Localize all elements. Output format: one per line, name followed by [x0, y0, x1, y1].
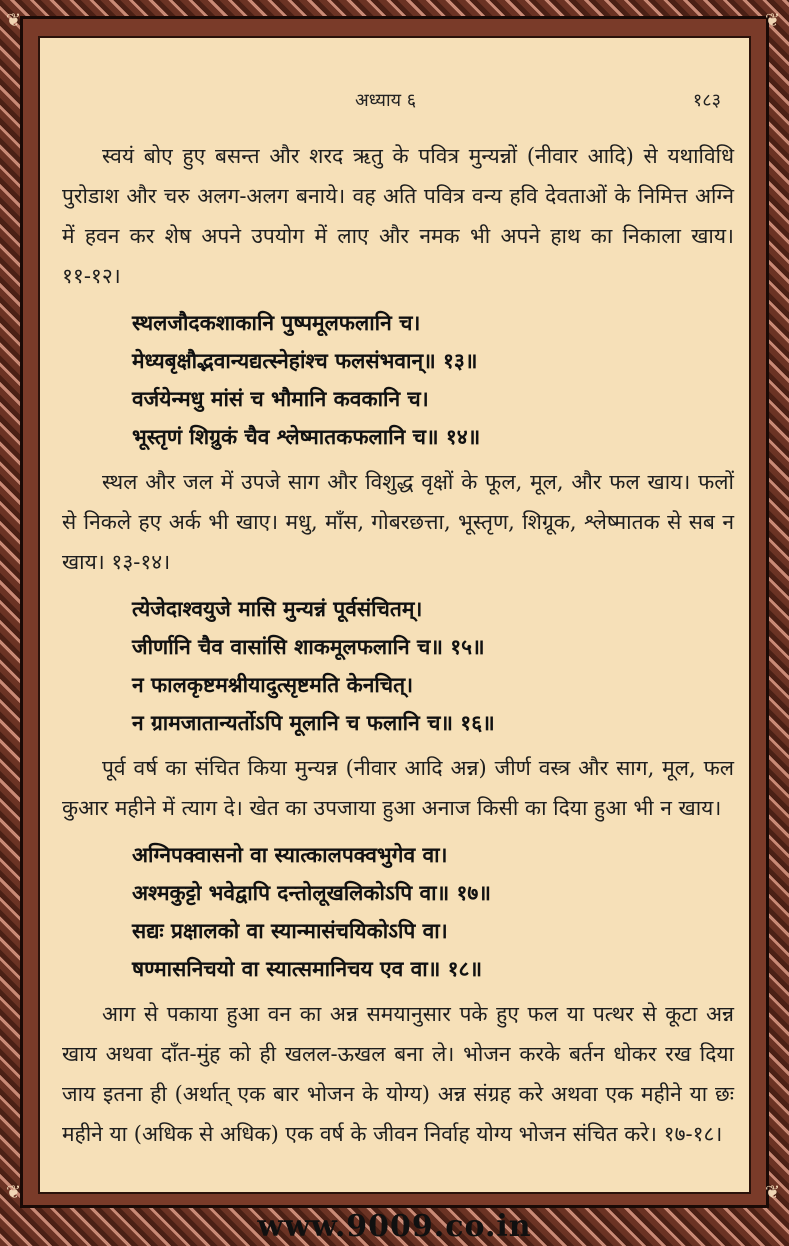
paragraph: पूर्व वर्ष का संचित किया मुन्यन्न (नीवार आदि अन्न) जीर्ण वस्त्र और साग, मूल, फल कुआर महीने में त्याग दे। खेत का उपजाया हुआ अनाज किसी का दिया हुआ भी न खाय। — [62, 756, 734, 820]
footer-watermark — [0, 1208, 789, 1246]
paragraph: स्वयं बोए हुए बसन्त और शरद ऋतु के पवित्र मुन्यन्नों (नीवार आदि) से यथाविधि पुरोडाश और चरु अलग-अलग बनाये। वह अति पवित्र वन्य हवि देवताओं के निमित्त अग्नि में हवन कर शेष अपने उपयोग में लाए और नमक भी अपने हाथ का निकाला खाय। ११-१२। — [62, 144, 734, 288]
corner-ornament-icon: ❦ — [765, 10, 781, 31]
corner-ornament-icon: ❦ — [6, 10, 22, 31]
paragraph: आग से पकाया हुआ वन का अन्न समयानुसार पके हुए फल या पत्थर से कूटा अन्न खाय अथवा दाँत-मुंह को ही खलल-ऊखल बना ले। भोजन करके बर्तन धोकर रख दिया जाय इतना ही (अर्थात् एक बार भोजन के योग्य) अन्न संग्रह करे अथवा एक महीने या छः महीने या (अधिक से अधिक) एक वर्ष के जीवन निर्वाह योग्य भोजन संचित करे। १७-१८। — [62, 1002, 734, 1146]
website-url: www.9009.co.in — [257, 1209, 532, 1244]
verse-line: न ग्रामजातान्यर्तोऽपि मूलानि च फलानि च॥ १६॥ — [132, 710, 495, 735]
corner-ornament-icon: ❦ — [6, 1182, 22, 1203]
verse-line: त्येजेदाश्वयुजे मासि मुन्यन्नं पूर्वसंचितम्। — [132, 596, 423, 621]
page-number: १८३ — [692, 90, 721, 111]
chapter-title: अध्याय ६ — [355, 90, 417, 111]
book-page — [38, 36, 751, 1194]
verse-line: अश्मकुट्टो भवेद्वापि दन्तोलूखलिकोऽपि वा॥ १७॥ — [132, 880, 491, 905]
sanskrit-verse — [132, 590, 734, 742]
verse-line: अग्निपक्वासनो वा स्यात्कालपक्वभुगेव वा। — [132, 842, 448, 867]
verse-line: स्थलजौदकशाकानि पुष्पमूलफलानि च। — [132, 310, 421, 335]
sanskrit-verse — [132, 304, 734, 456]
corner-ornament-icon: ❦ — [765, 1182, 781, 1203]
verse-line: वर्जयेन्मधु मांसं च भौमानि कवकानि च। — [132, 386, 429, 411]
sanskrit-verse — [132, 836, 734, 988]
verse-line: जीर्णानि चैव वासांसि शाकमूलफलानि च॥ १५॥ — [132, 634, 485, 659]
verse-line: षण्मासनिचयो वा स्यात्समानिचय एव वा॥ १८॥ — [132, 956, 483, 981]
verse-line: न फालकृष्टमश्नीयादुत्सृष्टमति केनचित्। — [132, 672, 414, 697]
verse-line: सद्यः प्रक्षालको वा स्यान्मासंचयिकोऽपि वा। — [132, 918, 448, 943]
verse-line: भूस्तृणं शिग्रुकं चैव श्लेष्मातकफलानि च॥ १४॥ — [132, 424, 481, 449]
page-content — [62, 136, 734, 1154]
paragraph: स्थल और जल में उपजे साग और विशुद्ध वृक्षों के फूल, मूल, और फल खाय। फलों से निकले हए अर्क भी खाए। मधु, माँस, गोबरछत्ता, भूस्तृण, शिग्रूक, श्लेष्मातक से सब न खाय। १३-१४। — [62, 470, 734, 574]
verse-line: मेध्यबृक्षौद्भवान्यद्यत्स्नेहांश्च फलसंभवान्॥ १३॥ — [132, 348, 478, 373]
